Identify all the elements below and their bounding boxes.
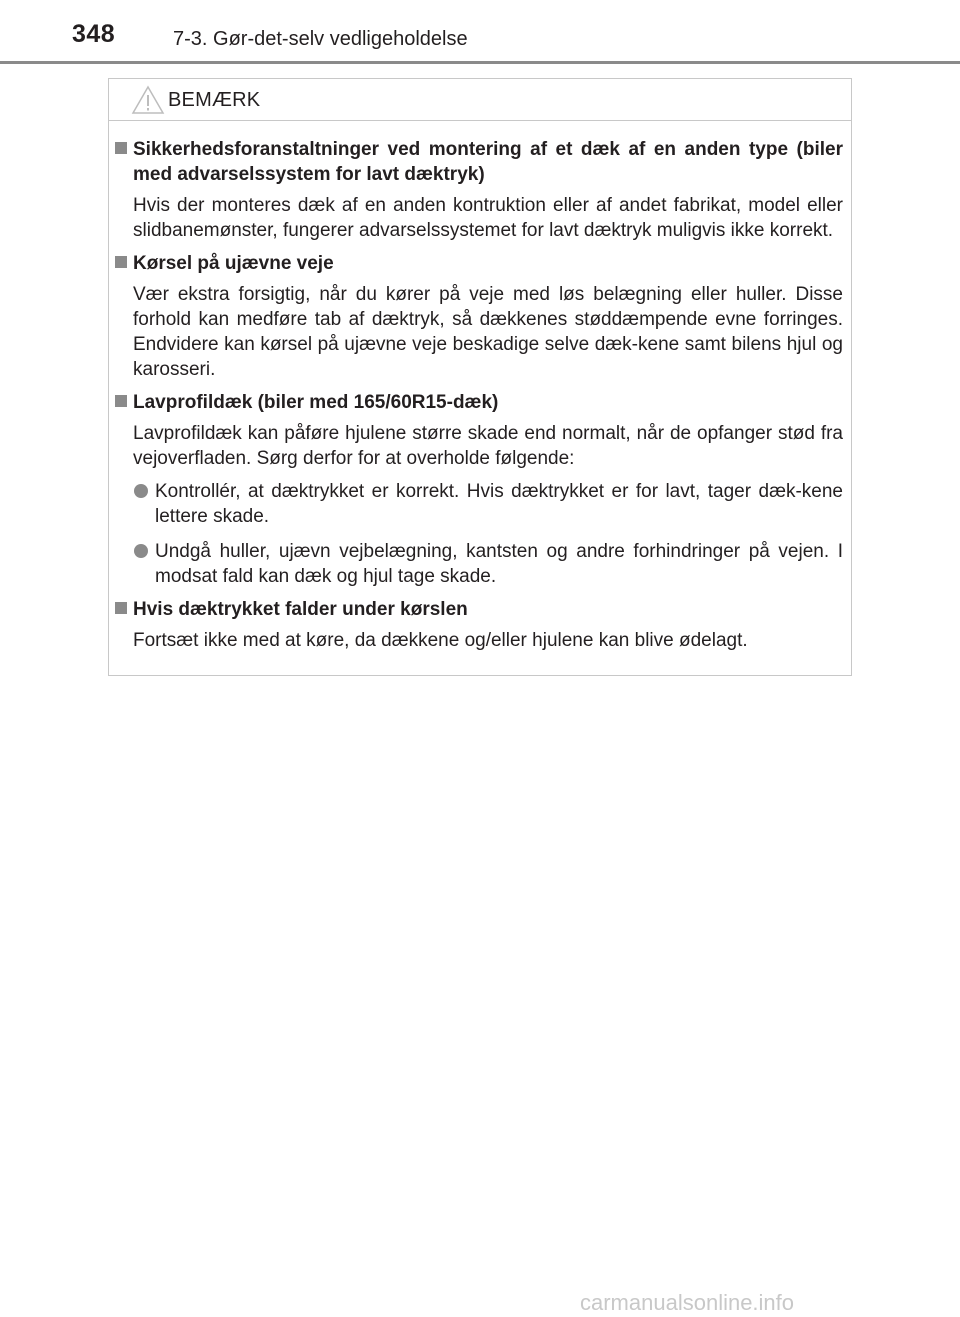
header-divider [0, 61, 960, 64]
item-heading: Lavprofildæk (biler med 165/60R15-dæk) [133, 392, 499, 413]
notice-item [109, 390, 853, 589]
item-heading: Kørsel på ujævne veje [133, 253, 334, 274]
square-bullet-icon [115, 602, 127, 614]
notice-box [108, 78, 852, 676]
notice-item [109, 597, 853, 653]
page-header [0, 0, 960, 64]
item-heading: Sikkerhedsforanstaltninger ved montering af et dæk af en anden type (biler med advarselssystem for lavt dæktryk) [133, 139, 843, 185]
item-heading: Hvis dæktrykket falder under kørslen [133, 599, 468, 620]
notice-item [109, 137, 853, 243]
circle-bullet-icon [134, 544, 148, 558]
square-bullet-icon [115, 256, 127, 268]
square-bullet-icon [115, 395, 127, 407]
notice-item [109, 251, 853, 382]
list-item [133, 479, 843, 529]
page-number: 348 [72, 20, 116, 48]
section-title: 7-3. Gør-det-selv vedligeholdelse [173, 28, 468, 50]
bullet-text: Kontrollér, at dæktrykket er korrekt. Hvis dæktrykket er for lavt, tager dæk-kene lettere skade. [155, 481, 843, 527]
notice-body [109, 137, 853, 653]
notice-header [109, 79, 851, 121]
item-text: Hvis der monteres dæk af en anden kontruktion eller af andet fabrikat, model eller slidbanemønster, fungerer advarselssystemet for lavt dæktryk muligvis ikke korrekt. [133, 195, 843, 241]
watermark: carmanualsonline.info [580, 1290, 795, 1315]
item-text: Lavprofildæk kan påføre hjulene større skade end normalt, når de opfanger stød fra vejoverfladen. Sørg derfor for at overholde følgende: [133, 423, 843, 469]
warning-triangle-icon [131, 85, 165, 115]
square-bullet-icon [115, 142, 127, 154]
item-text: Fortsæt ikke med at køre, da dækkene og/eller hjulene kan blive ødelagt. [133, 630, 748, 651]
notice-title: BEMÆRK [168, 89, 261, 111]
item-text: Vær ekstra forsigtig, når du kører på veje med løs belægning eller huller. Disse forhold kan medføre tab af dæktryk, så dækkenes støddæmpende evne forringes. Endvidere kan kørsel på ujævne veje beskadige selve dæk-kene samt bilens hjul og karosseri. [133, 284, 843, 380]
bullet-text: Undgå huller, ujævn vejbelægning, kantsten og andre forhindringer på vejen. I modsat fald kan dæk og hjul tage skade. [155, 541, 843, 587]
circle-bullet-icon [134, 484, 148, 498]
list-item [133, 539, 843, 589]
